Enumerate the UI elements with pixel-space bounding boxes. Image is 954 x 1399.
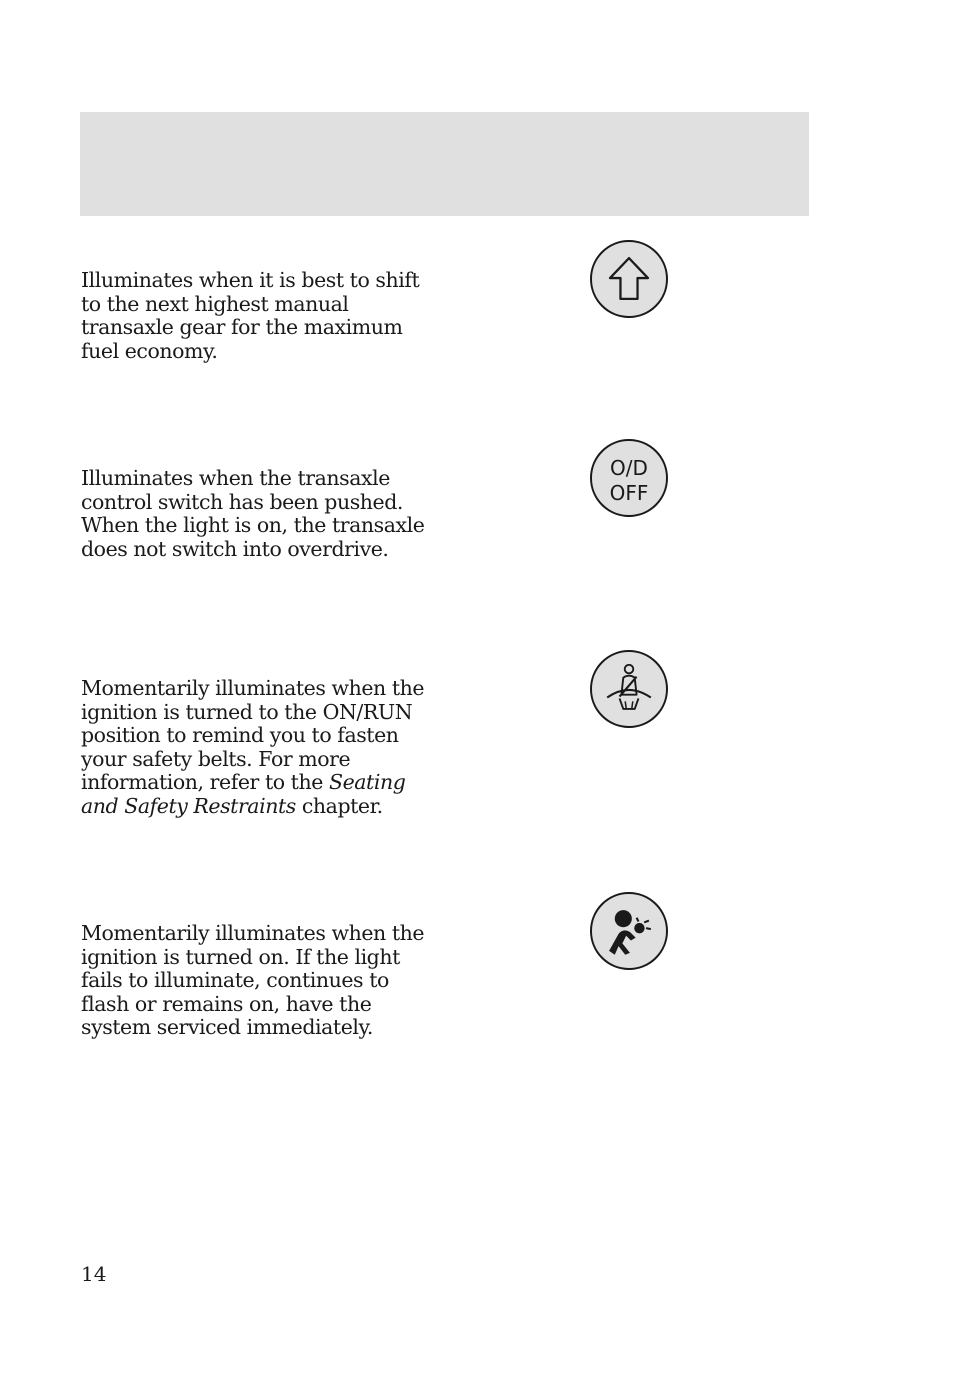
overdrive-off-label: O/D OFF — [609, 456, 649, 505]
safety-belt-text-end: chapter. — [301, 793, 383, 818]
chapter-reference: Seating and Safety Restraints — [81, 770, 406, 818]
page-number: 14 — [81, 1262, 107, 1286]
airbag-description: Momentarily illuminates when the ignition is turned on. If the light fails to illuminate, continues to flash or remains on, have the system serviced immediately. — [81, 921, 425, 1039]
airbag-icon — [590, 892, 668, 970]
shift-up-arrow-icon — [590, 240, 668, 318]
safety-belt-icon — [590, 650, 668, 728]
overdrive-off-icon — [590, 439, 668, 517]
overdrive-off-description: Illuminates when the transaxle control switch has been pushed. When the light is on, the transaxle does not switch into overdrive. — [81, 466, 425, 561]
safety-belt-text-start: Momentarily illuminates when the ignition is turned to the ON/RUN position to remind you to fasten your safety belts. For more information, refer to the — [81, 676, 425, 794]
safety-belt-description — [81, 677, 441, 818]
header-band — [80, 112, 809, 216]
shift-light-description: Illuminates when it is best to shift to the next highest manual transaxle gear for the maximum fuel economy. — [81, 268, 420, 363]
